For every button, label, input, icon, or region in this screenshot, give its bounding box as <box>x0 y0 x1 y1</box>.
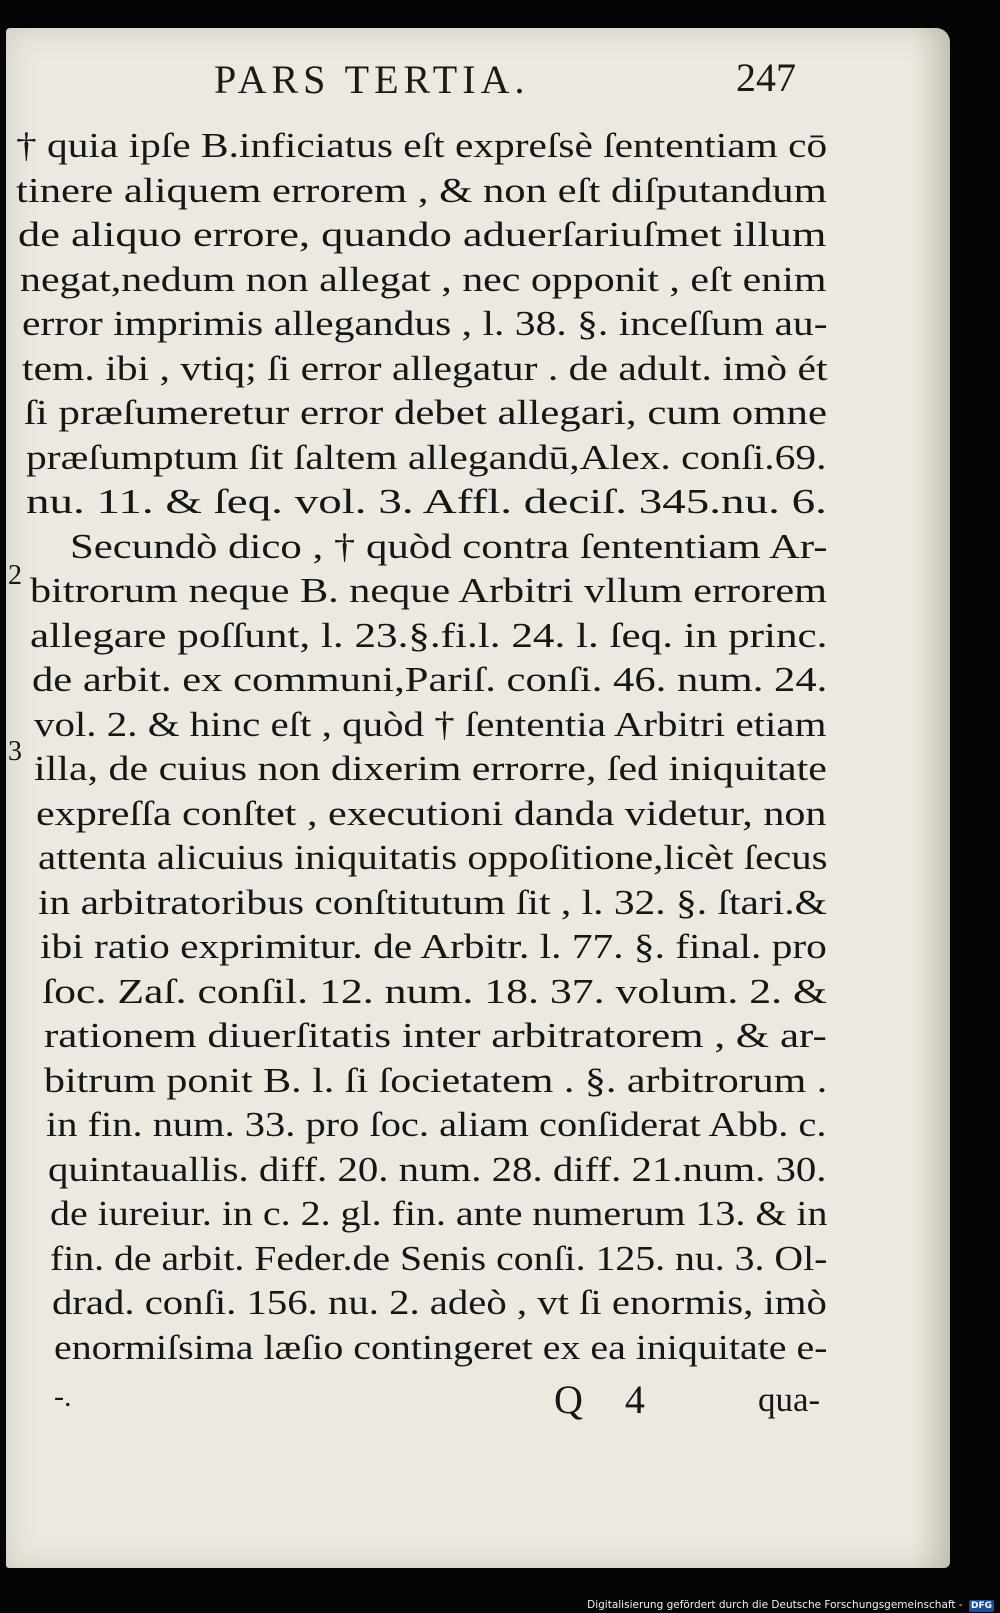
text-line: error imprimis allegandus , l. 38. §. inceſſum au- <box>22 304 828 343</box>
text-line: de arbit. ex communi,Pariſ. conſi. 46. num. 24. <box>32 660 828 699</box>
text-line: præſumptum ſit ſaltem allegandū,Alex. conſi.69. <box>26 437 827 477</box>
text-line: † quia ipſe B.inficiatus eſt expreſsè ſententiam cō <box>16 126 828 165</box>
text-line: de iureiur. in c. 2. gl. fin. ante numerum 13. & in <box>50 1194 828 1233</box>
text-line: tem. ibi , vtiq; ſi error allegatur . de adult. imò ét <box>22 348 828 388</box>
text-line: expreſſa conſtet , executioni danda videtur, non <box>36 793 827 833</box>
text-line: in arbitratoribus conſtitutum ſit , l. 32. §. ſtari.& <box>38 882 827 922</box>
footer-dash: -. <box>54 1380 72 1413</box>
text-line: bitrum ponit B. l. ſi ſocietatem . §. arbitrorum . <box>44 1060 828 1100</box>
text-line: Secundò dico , † quòd contra ſententiam Ar- <box>70 526 828 566</box>
text-line: attenta alicuius iniquitatis oppoſitione,licèt ſecus <box>38 838 828 877</box>
text-line: enormiſsima læſio contingeret ex ea iniquitate e- <box>54 1327 828 1367</box>
body-text <box>12 124 832 1370</box>
text-line: negat,nedum non allegat , nec opponit , eſt enim <box>20 259 827 299</box>
text-line: quintauallis. diff. 20. num. 28. diff. 21.num. 30. <box>48 1149 827 1189</box>
margin-mark: 2 <box>8 560 22 591</box>
text-line: vol. 2. & hinc eſt , quòd † ſententia Arbitri etiam <box>34 704 827 744</box>
text-line: ibi ratio exprimitur. de Arbitr. l. 77. §. final. pro <box>40 927 827 966</box>
signature-mark: Q 4 <box>554 1377 661 1422</box>
text-line: illa, de cuius non dixerim errorre, ſed iniquitate <box>34 749 827 788</box>
text-line: tinere aliquem errorem , & non eſt diſputandum <box>16 170 827 210</box>
text-line: nu. 11. & ſeq. vol. 3. Affl. deciſ. 345.nu. 6. <box>26 482 827 521</box>
catchword: qua- <box>758 1380 821 1419</box>
margin-mark: 3 <box>8 736 22 767</box>
text-line: drad. conſi. 156. nu. 2. adeò , vt ſi enormis, imò <box>52 1283 827 1322</box>
text-line: fin. de arbit. Feder.de Senis conſi. 125. nu. 3. Ol- <box>50 1238 828 1278</box>
page-number: 247 <box>736 55 796 100</box>
credit-text: Digitalisierung gefördert durch die Deutsche Forschungsgemeinschaft - <box>587 1599 963 1611</box>
page-header <box>206 56 796 112</box>
text-line: ſoc. Zaſ. conſil. 12. num. 18. 37. volum. 2. & <box>42 971 828 1011</box>
dfg-logo: DFG <box>970 1601 992 1611</box>
text-line: rationem diuerſitatis inter arbitratorem , & ar- <box>44 1016 827 1055</box>
text-line: de aliquo errore, quando aduerſariuſmet illum <box>18 215 827 254</box>
text-line: bitrorum neque B. neque Arbitri vllum errorem <box>30 571 827 610</box>
running-title: PARS TERTIA. <box>214 57 530 102</box>
text-line: allegare poſſunt, l. 23.§.fi.l. 24. l. ſeq. in princ. <box>30 615 828 655</box>
digitization-credit <box>587 1599 994 1612</box>
text-line: in fin. num. 33. pro ſoc. aliam conſiderat Abb. c. <box>46 1105 827 1144</box>
text-line: ſi præſumeretur error debet allegari, cum omne <box>24 393 827 432</box>
page-footer <box>6 1377 950 1430</box>
book-page <box>6 28 950 1568</box>
